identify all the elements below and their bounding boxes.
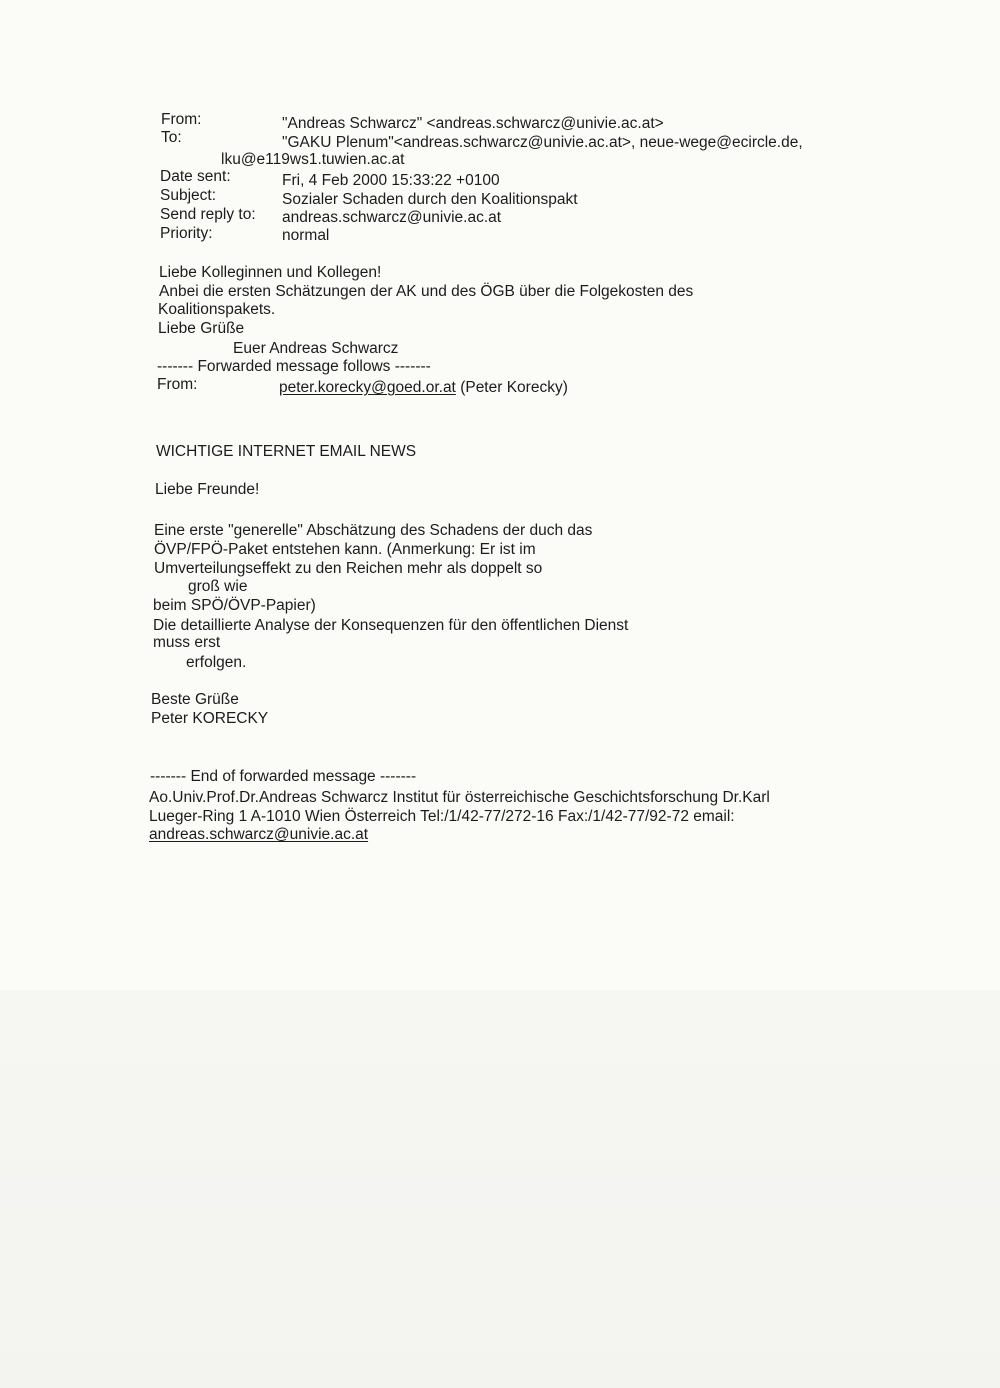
signature-line2: Lueger-Ring 1 A-1010 Wien Österreich Tel:/1/42-77/272-16 Fax:/1/42-77/92-72 email:	[149, 808, 735, 825]
to-value-line1: "GAKU Plenum"<andreas.schwarcz@univie.ac.at>, neue-wege@ecircle.de,	[282, 134, 803, 151]
date-label: Date sent:	[160, 168, 231, 185]
fwd-from-name: (Peter Korecky)	[460, 379, 568, 396]
fwd-from-email-link[interactable]: peter.korecky@goed.or.at	[279, 379, 456, 396]
to-label: To:	[161, 129, 182, 146]
signature-email-link[interactable]: andreas.schwarcz@univie.ac.at	[149, 826, 369, 843]
forward-end-marker: ------- End of forwarded message -------	[150, 768, 417, 785]
news-text-line7: muss erst	[153, 634, 221, 651]
intro-text-line1: Anbei die ersten Schätzungen der AK und des ÖGB über die Folgekosten des	[159, 283, 694, 300]
fwd-from-line	[279, 378, 568, 397]
news-heading: WICHTIGE INTERNET EMAIL NEWS	[156, 443, 417, 460]
news-greeting: Liebe Freunde!	[155, 481, 260, 498]
signature-line1: Ao.Univ.Prof.Dr.Andreas Schwarcz Institut für österreichische Geschichtsforschung Dr.Karl	[149, 789, 770, 806]
scan-shading	[0, 990, 1000, 1388]
intro-text-line2: Koalitionspakets.	[158, 301, 276, 318]
intro-closing: Liebe Grüße	[158, 320, 245, 337]
fwd-from-label: From:	[157, 376, 198, 393]
reply-label: Send reply to:	[160, 206, 256, 223]
subject-label: Subject:	[160, 187, 217, 204]
news-text-line1: Eine erste "generelle" Abschätzung des Schadens der duch das	[154, 522, 593, 539]
news-closing: Beste Grüße	[151, 691, 239, 708]
priority-label: Priority:	[160, 225, 213, 242]
news-text-line2: ÖVP/FPÖ-Paket entstehen kann. (Anmerkung: Er ist im	[154, 541, 536, 558]
news-text-line6: Die detaillierte Analyse der Konsequenzen für den öffentlichen Dienst	[153, 617, 629, 634]
forward-start-marker: ------- Forwarded message follows -------	[157, 358, 431, 375]
news-text-line4: groß wie	[188, 578, 248, 595]
intro-greeting: Liebe Kolleginnen und Kollegen!	[159, 264, 382, 281]
reply-value: andreas.schwarcz@univie.ac.at	[282, 209, 502, 226]
subject-value: Sozialer Schaden durch den Koalitionspakt	[282, 191, 578, 208]
news-text-line8: erfolgen.	[186, 654, 247, 671]
priority-value: normal	[282, 227, 330, 244]
from-label: From:	[161, 111, 202, 128]
from-value: "Andreas Schwarcz" <andreas.schwarcz@univie.ac.at>	[282, 115, 664, 132]
intro-signature: Euer Andreas Schwarcz	[233, 340, 399, 357]
news-signature: Peter KORECKY	[151, 710, 269, 727]
news-text-line5: beim SPÖ/ÖVP-Papier)	[153, 597, 316, 614]
to-value-line2: lku@e119ws1.tuwien.ac.at	[221, 151, 405, 168]
news-text-line3: Umverteilungseffekt zu den Reichen mehr als doppelt so	[154, 560, 543, 577]
date-value: Fri, 4 Feb 2000 15:33:22 +0100	[282, 172, 500, 189]
